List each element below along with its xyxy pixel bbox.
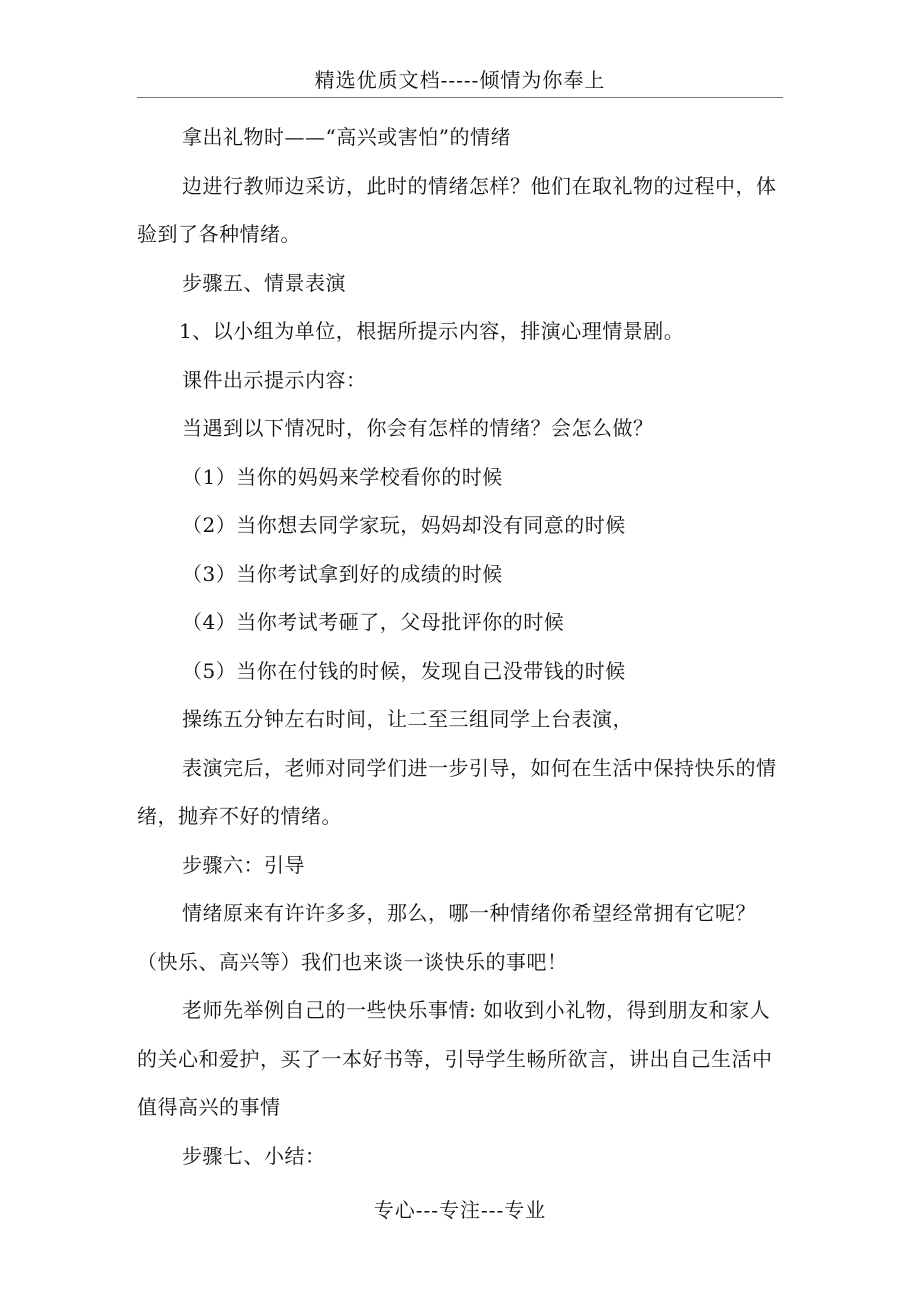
paragraph-question: 当遇到以下情况时，你会有怎样的情绪？会怎么做？ bbox=[182, 416, 654, 440]
list-item-scenario-4: （4）当你考试考砸了，父母批评你的时候 bbox=[182, 610, 565, 634]
paragraph-teacher-example: 老师先举例自己的一些快乐事情: 如收到小礼物，得到朋友和家人的关心和爱护，买了一本好书等，引导学生畅所欲言，讲出自己生活中值得高兴的事情 bbox=[137, 998, 773, 1119]
heading-step-six: 步骤六：引导 bbox=[182, 852, 305, 877]
header-divider bbox=[137, 97, 783, 98]
paragraph-courseware-prompt: 课件出示提示内容： bbox=[182, 367, 367, 392]
list-item-scenario-3: （3）当你考试拿到好的成绩的时候 bbox=[182, 561, 503, 586]
paragraph-interview: 边进行教师边采访，此时的情绪怎样？他们在取礼物的过程中，体验到了各种情绪。 bbox=[137, 173, 777, 246]
heading-step-five: 步骤五、情景表演 bbox=[182, 270, 346, 295]
page-footer: 专心---专注---专业 bbox=[373, 1198, 547, 1222]
paragraph-guidance: 表演完后，老师对同学们进一步引导，如何在生活中保持快乐的情绪，抛弃不好的情绪。 bbox=[137, 755, 777, 828]
list-item-scenario-2: （2）当你想去同学家玩，妈妈却没有同意的时候 bbox=[182, 513, 626, 537]
paragraph-emotions-question: 情绪原来有许许多多，那么，哪一种情绪你希望经常拥有它呢？（快乐、高兴等）我们也来谈一谈快乐的事吧！ bbox=[137, 901, 756, 974]
list-item-scenario-5: （5）当你在付钱的时候，发现自己没带钱的时候 bbox=[182, 658, 626, 683]
document-body bbox=[137, 113, 783, 1180]
paragraph-rehearsal: 操练五分钟左右时间，让二至三组同学上台表演， bbox=[182, 707, 633, 731]
page-header: 精选优质文档-----倾情为你奉上 bbox=[314, 68, 606, 92]
list-item-scenario-1: （1）当你的妈妈来学校看你的时候 bbox=[182, 464, 503, 489]
heading-step-seven: 步骤七、小结： bbox=[182, 1143, 326, 1168]
paragraph-gift-emotion: 拿出礼物时——“高兴或害怕”的情绪 bbox=[182, 125, 511, 149]
paragraph-group-task: 1、以小组为单位，根据所提示内容，排演心理情景剧。 bbox=[179, 319, 685, 343]
